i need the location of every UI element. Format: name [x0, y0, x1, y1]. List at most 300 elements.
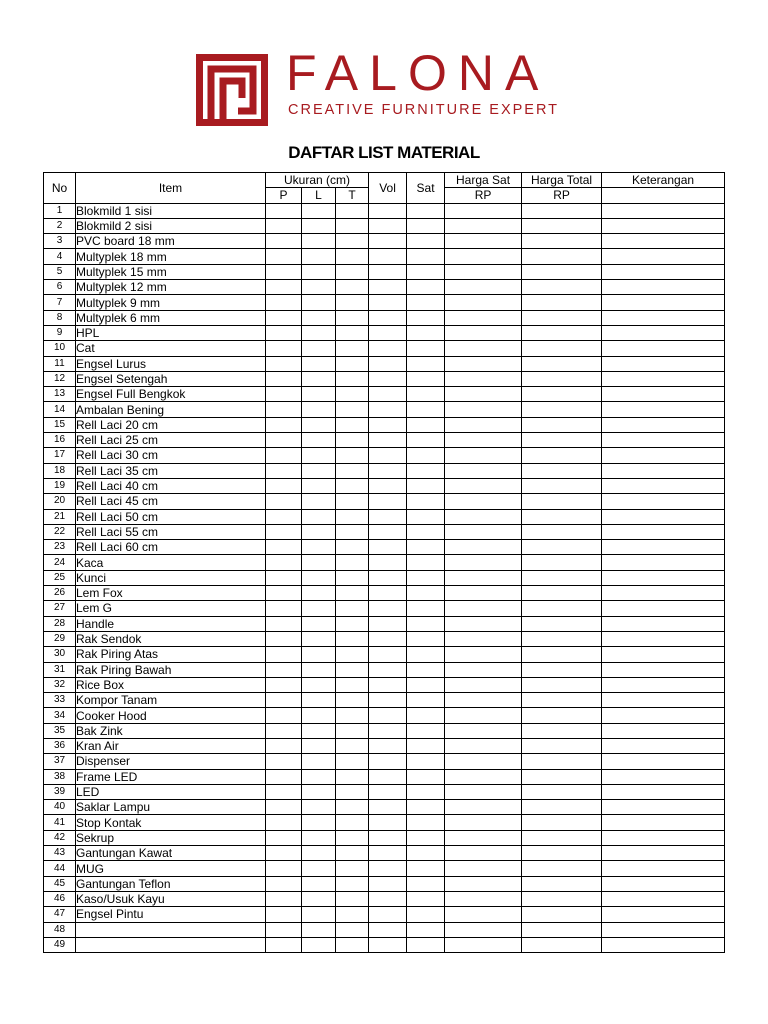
cell-l: [302, 922, 336, 937]
item-name: Handle: [76, 616, 266, 631]
cell-l: [302, 310, 336, 325]
table-row: [44, 693, 725, 708]
cell-keterangan: [602, 922, 725, 937]
cell-harga-sat: [445, 371, 522, 386]
cell-sat: [407, 341, 445, 356]
cell-vol: [369, 723, 407, 738]
cell-harga-sat: [445, 555, 522, 570]
row-number: 40: [44, 800, 76, 815]
cell-vol: [369, 264, 407, 279]
cell-harga-sat: [445, 800, 522, 815]
cell-vol: [369, 203, 407, 218]
header-harga-sat: Harga Sat: [445, 173, 522, 188]
cell-l: [302, 861, 336, 876]
cell-l: [302, 524, 336, 539]
cell-l: [302, 356, 336, 371]
cell-p: [266, 371, 302, 386]
cell-t: [336, 402, 369, 417]
row-number: 24: [44, 555, 76, 570]
cell-l: [302, 280, 336, 295]
cell-harga-total: [522, 402, 602, 417]
cell-harga-sat: [445, 509, 522, 524]
cell-keterangan: [602, 494, 725, 509]
cell-keterangan: [602, 417, 725, 432]
header-p: P: [266, 188, 302, 203]
cell-keterangan: [602, 891, 725, 906]
table-row: [44, 433, 725, 448]
cell-vol: [369, 341, 407, 356]
cell-l: [302, 494, 336, 509]
cell-p: [266, 417, 302, 432]
item-name: Rell Laci 60 cm: [76, 540, 266, 555]
cell-l: [302, 570, 336, 585]
cell-keterangan: [602, 371, 725, 386]
header-keterangan-sub: [602, 188, 725, 203]
cell-l: [302, 203, 336, 218]
cell-sat: [407, 570, 445, 585]
cell-harga-sat: [445, 754, 522, 769]
cell-p: [266, 570, 302, 585]
cell-t: [336, 662, 369, 677]
cell-p: [266, 708, 302, 723]
row-number: 20: [44, 494, 76, 509]
cell-p: [266, 402, 302, 417]
table-row: [44, 478, 725, 493]
cell-harga-sat: [445, 264, 522, 279]
cell-sat: [407, 830, 445, 845]
cell-sat: [407, 922, 445, 937]
item-name: Rell Laci 55 cm: [76, 524, 266, 539]
table-row: [44, 555, 725, 570]
cell-t: [336, 815, 369, 830]
cell-harga-sat: [445, 325, 522, 340]
cell-l: [302, 325, 336, 340]
cell-harga-sat: [445, 433, 522, 448]
table-row: [44, 402, 725, 417]
cell-sat: [407, 494, 445, 509]
cell-p: [266, 876, 302, 891]
cell-harga-total: [522, 203, 602, 218]
item-name: Rell Laci 20 cm: [76, 417, 266, 432]
cell-l: [302, 417, 336, 432]
item-name: Kompor Tanam: [76, 693, 266, 708]
row-number: 44: [44, 861, 76, 876]
cell-t: [336, 295, 369, 310]
table-row: [44, 876, 725, 891]
cell-p: [266, 922, 302, 937]
row-number: 35: [44, 723, 76, 738]
table-row: [44, 784, 725, 799]
table-row: [44, 356, 725, 371]
cell-keterangan: [602, 402, 725, 417]
row-number: 38: [44, 769, 76, 784]
cell-harga-total: [522, 555, 602, 570]
cell-p: [266, 540, 302, 555]
cell-harga-total: [522, 540, 602, 555]
item-name: Engsel Full Bengkok: [76, 387, 266, 402]
cell-p: [266, 478, 302, 493]
cell-harga-total: [522, 586, 602, 601]
brand-tagline: CREATIVE FURNITURE EXPERT: [288, 102, 560, 118]
cell-l: [302, 586, 336, 601]
item-name: Rell Laci 45 cm: [76, 494, 266, 509]
table-row: [44, 234, 725, 249]
cell-l: [302, 754, 336, 769]
cell-t: [336, 218, 369, 233]
cell-keterangan: [602, 723, 725, 738]
item-name: Blokmild 2 sisi: [76, 218, 266, 233]
table-row: [44, 861, 725, 876]
cell-harga-sat: [445, 218, 522, 233]
item-name: HPL: [76, 325, 266, 340]
cell-harga-sat: [445, 494, 522, 509]
item-name: Multyplek 18 mm: [76, 249, 266, 264]
item-name: Engsel Setengah: [76, 371, 266, 386]
item-name: Rak Piring Atas: [76, 647, 266, 662]
cell-harga-total: [522, 371, 602, 386]
table-row: [44, 907, 725, 922]
cell-sat: [407, 371, 445, 386]
row-number: 37: [44, 754, 76, 769]
cell-t: [336, 433, 369, 448]
cell-sat: [407, 264, 445, 279]
cell-p: [266, 524, 302, 539]
cell-l: [302, 846, 336, 861]
item-name: Rell Laci 30 cm: [76, 448, 266, 463]
cell-keterangan: [602, 677, 725, 692]
cell-sat: [407, 417, 445, 432]
cell-vol: [369, 616, 407, 631]
cell-l: [302, 540, 336, 555]
cell-keterangan: [602, 769, 725, 784]
row-number: 11: [44, 356, 76, 371]
cell-l: [302, 249, 336, 264]
item-name: Multyplek 9 mm: [76, 295, 266, 310]
header-harga-total: Harga Total: [522, 173, 602, 188]
cell-harga-total: [522, 433, 602, 448]
cell-harga-total: [522, 647, 602, 662]
cell-harga-total: [522, 693, 602, 708]
cell-keterangan: [602, 830, 725, 845]
document-title: DAFTAR LIST MATERIAL: [288, 143, 480, 162]
item-name: Gantungan Teflon: [76, 876, 266, 891]
cell-sat: [407, 433, 445, 448]
cell-keterangan: [602, 264, 725, 279]
cell-sat: [407, 846, 445, 861]
cell-harga-total: [522, 677, 602, 692]
cell-sat: [407, 784, 445, 799]
cell-p: [266, 356, 302, 371]
cell-sat: [407, 203, 445, 218]
item-name: Gantungan Kawat: [76, 846, 266, 861]
cell-t: [336, 616, 369, 631]
cell-vol: [369, 601, 407, 616]
cell-t: [336, 555, 369, 570]
cell-sat: [407, 218, 445, 233]
cell-keterangan: [602, 478, 725, 493]
row-number: 13: [44, 387, 76, 402]
item-name: Sekrup: [76, 830, 266, 845]
cell-vol: [369, 570, 407, 585]
cell-harga-sat: [445, 570, 522, 585]
row-number: 34: [44, 708, 76, 723]
cell-harga-total: [522, 631, 602, 646]
cell-harga-total: [522, 800, 602, 815]
cell-l: [302, 433, 336, 448]
falona-logo-icon: [196, 54, 268, 126]
header-ukuran: Ukuran (cm): [266, 173, 369, 188]
cell-p: [266, 601, 302, 616]
cell-harga-total: [522, 815, 602, 830]
cell-harga-sat: [445, 387, 522, 402]
cell-vol: [369, 754, 407, 769]
cell-keterangan: [602, 937, 725, 952]
table-row: [44, 417, 725, 432]
cell-t: [336, 586, 369, 601]
cell-harga-sat: [445, 356, 522, 371]
cell-p: [266, 815, 302, 830]
cell-sat: [407, 861, 445, 876]
table-row: [44, 769, 725, 784]
row-number: 19: [44, 478, 76, 493]
row-number: 33: [44, 693, 76, 708]
cell-keterangan: [602, 295, 725, 310]
cell-vol: [369, 708, 407, 723]
table-row: [44, 295, 725, 310]
cell-harga-sat: [445, 249, 522, 264]
cell-vol: [369, 280, 407, 295]
cell-harga-total: [522, 509, 602, 524]
table-row: [44, 387, 725, 402]
cell-keterangan: [602, 876, 725, 891]
table-row: [44, 341, 725, 356]
cell-t: [336, 784, 369, 799]
header-vol: Vol: [369, 173, 407, 204]
cell-sat: [407, 723, 445, 738]
row-number: 30: [44, 647, 76, 662]
item-name: Multyplek 6 mm: [76, 310, 266, 325]
row-number: 10: [44, 341, 76, 356]
cell-l: [302, 830, 336, 845]
cell-p: [266, 509, 302, 524]
cell-harga-total: [522, 448, 602, 463]
cell-keterangan: [602, 448, 725, 463]
cell-harga-total: [522, 708, 602, 723]
item-name: Engsel Lurus: [76, 356, 266, 371]
table-row: [44, 708, 725, 723]
row-number: 43: [44, 846, 76, 861]
cell-keterangan: [602, 631, 725, 646]
cell-harga-total: [522, 387, 602, 402]
row-number: 16: [44, 433, 76, 448]
row-number: 3: [44, 234, 76, 249]
row-number: 29: [44, 631, 76, 646]
cell-harga-total: [522, 754, 602, 769]
cell-t: [336, 693, 369, 708]
table-row: [44, 830, 725, 845]
item-name: Rell Laci 35 cm: [76, 463, 266, 478]
item-name: Blokmild 1 sisi: [76, 203, 266, 218]
cell-l: [302, 402, 336, 417]
cell-vol: [369, 555, 407, 570]
cell-t: [336, 249, 369, 264]
cell-t: [336, 417, 369, 432]
row-number: 46: [44, 891, 76, 906]
row-number: 17: [44, 448, 76, 463]
item-name: LED: [76, 784, 266, 799]
cell-harga-sat: [445, 937, 522, 952]
cell-p: [266, 463, 302, 478]
cell-harga-sat: [445, 631, 522, 646]
cell-l: [302, 769, 336, 784]
cell-l: [302, 693, 336, 708]
cell-harga-total: [522, 295, 602, 310]
cell-harga-sat: [445, 876, 522, 891]
cell-sat: [407, 280, 445, 295]
cell-harga-total: [522, 861, 602, 876]
cell-l: [302, 662, 336, 677]
table-row: [44, 601, 725, 616]
table-row: [44, 570, 725, 585]
cell-harga-sat: [445, 769, 522, 784]
cell-p: [266, 738, 302, 753]
table-row: [44, 463, 725, 478]
cell-p: [266, 647, 302, 662]
row-number: 49: [44, 937, 76, 952]
cell-t: [336, 356, 369, 371]
cell-sat: [407, 524, 445, 539]
table-row: [44, 509, 725, 524]
cell-vol: [369, 463, 407, 478]
cell-keterangan: [602, 662, 725, 677]
cell-l: [302, 937, 336, 952]
cell-keterangan: [602, 509, 725, 524]
cell-harga-sat: [445, 448, 522, 463]
table-row: [44, 264, 725, 279]
row-number: 12: [44, 371, 76, 386]
item-name: PVC board 18 mm: [76, 234, 266, 249]
row-number: 22: [44, 524, 76, 539]
cell-t: [336, 234, 369, 249]
cell-harga-total: [522, 218, 602, 233]
row-number: 27: [44, 601, 76, 616]
cell-t: [336, 371, 369, 386]
cell-keterangan: [602, 601, 725, 616]
cell-p: [266, 861, 302, 876]
cell-sat: [407, 448, 445, 463]
header-keterangan: Keterangan: [602, 173, 725, 188]
cell-l: [302, 601, 336, 616]
cell-harga-sat: [445, 478, 522, 493]
table-row: [44, 631, 725, 646]
row-number: 2: [44, 218, 76, 233]
cell-harga-sat: [445, 234, 522, 249]
row-number: 41: [44, 815, 76, 830]
row-number: 45: [44, 876, 76, 891]
cell-vol: [369, 218, 407, 233]
table-row: [44, 218, 725, 233]
table-row: [44, 891, 725, 906]
table-row: [44, 616, 725, 631]
cell-harga-total: [522, 234, 602, 249]
item-name: Kaso/Usuk Kayu: [76, 891, 266, 906]
table-row: [44, 586, 725, 601]
cell-harga-sat: [445, 310, 522, 325]
cell-p: [266, 555, 302, 570]
item-name: Rell Laci 25 cm: [76, 433, 266, 448]
cell-sat: [407, 662, 445, 677]
cell-p: [266, 937, 302, 952]
item-name: Rice Box: [76, 677, 266, 692]
row-number: 14: [44, 402, 76, 417]
cell-sat: [407, 708, 445, 723]
cell-harga-sat: [445, 524, 522, 539]
cell-keterangan: [602, 218, 725, 233]
cell-vol: [369, 693, 407, 708]
cell-vol: [369, 784, 407, 799]
cell-vol: [369, 417, 407, 432]
row-number: 39: [44, 784, 76, 799]
cell-vol: [369, 815, 407, 830]
cell-l: [302, 478, 336, 493]
cell-harga-sat: [445, 922, 522, 937]
cell-l: [302, 371, 336, 386]
cell-sat: [407, 325, 445, 340]
cell-p: [266, 494, 302, 509]
cell-sat: [407, 463, 445, 478]
cell-vol: [369, 433, 407, 448]
row-number: 6: [44, 280, 76, 295]
cell-harga-total: [522, 784, 602, 799]
cell-sat: [407, 876, 445, 891]
cell-t: [336, 846, 369, 861]
cell-sat: [407, 234, 445, 249]
cell-l: [302, 463, 336, 478]
cell-harga-total: [522, 738, 602, 753]
cell-keterangan: [602, 555, 725, 570]
cell-harga-total: [522, 341, 602, 356]
cell-sat: [407, 647, 445, 662]
cell-vol: [369, 371, 407, 386]
table-row: [44, 647, 725, 662]
cell-harga-total: [522, 723, 602, 738]
cell-keterangan: [602, 570, 725, 585]
cell-sat: [407, 769, 445, 784]
cell-harga-sat: [445, 907, 522, 922]
row-number: 28: [44, 616, 76, 631]
item-name: MUG: [76, 861, 266, 876]
cell-t: [336, 570, 369, 585]
cell-vol: [369, 677, 407, 692]
cell-vol: [369, 846, 407, 861]
cell-l: [302, 891, 336, 906]
cell-p: [266, 631, 302, 646]
cell-vol: [369, 861, 407, 876]
item-name: Rak Piring Bawah: [76, 662, 266, 677]
cell-vol: [369, 830, 407, 845]
cell-vol: [369, 387, 407, 402]
cell-t: [336, 891, 369, 906]
cell-keterangan: [602, 693, 725, 708]
cell-sat: [407, 586, 445, 601]
cell-harga-sat: [445, 891, 522, 906]
cell-harga-total: [522, 310, 602, 325]
cell-harga-total: [522, 891, 602, 906]
cell-sat: [407, 907, 445, 922]
cell-harga-total: [522, 494, 602, 509]
cell-sat: [407, 815, 445, 830]
item-name: Frame LED: [76, 769, 266, 784]
